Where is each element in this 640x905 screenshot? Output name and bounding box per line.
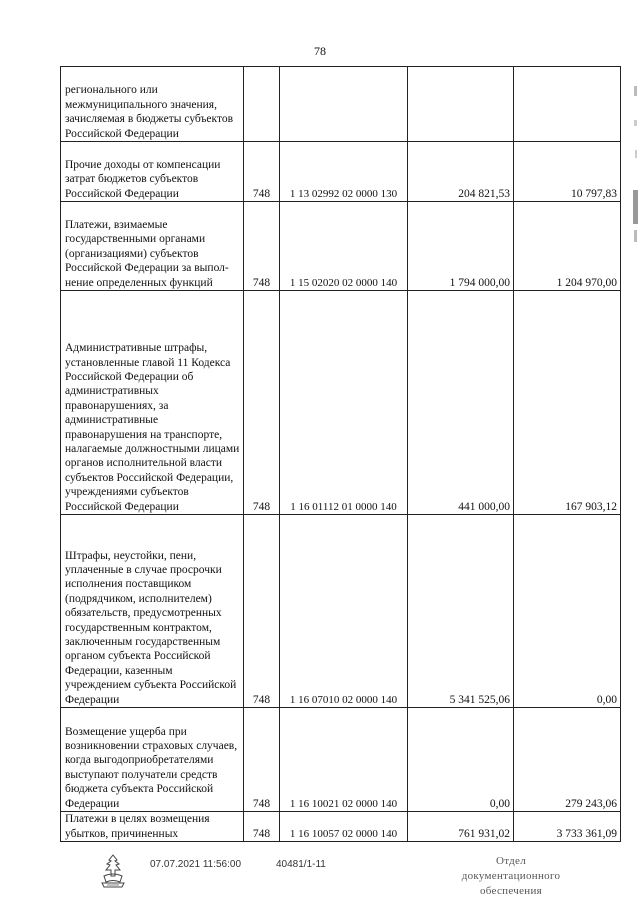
planned-amount-cell: 761 931,02 <box>408 812 514 842</box>
admin-code-cell: 748 <box>244 142 280 202</box>
table-row <box>61 812 621 842</box>
scan-edge-marks <box>630 80 640 280</box>
table-row <box>61 202 621 291</box>
planned-amount-cell: 1 794 000,00 <box>408 202 514 291</box>
registration-number: 40481/1-11 <box>276 859 326 870</box>
revenue-name-cell <box>61 67 244 142</box>
actual-amount-cell: 167 903,12 <box>514 291 621 515</box>
budget-classification-code-cell: 1 15 02020 02 0000 140 <box>280 202 408 291</box>
actual-amount-cell: 0,00 <box>514 515 621 708</box>
revenue-name-cell <box>61 202 244 291</box>
admin-code-cell: 748 <box>244 515 280 708</box>
revenue-name: Штрафы, неустойки, пени, уплаченные в случае просрочки исполнения поставщиком (подрядчиком, исполнителем) обязательств, предусмотренных государственным контрактом, заключенным государственным органом субъекта Российской Федерации, казенным учреждением субъекта Российской Федерации <box>65 549 237 706</box>
table-row <box>61 142 621 202</box>
footer <box>0 852 640 902</box>
budget-classification-code-cell: 1 16 10021 02 0000 140 <box>280 708 408 812</box>
budget-classification-code-cell: 1 16 07010 02 0000 140 <box>280 515 408 708</box>
admin-code-cell: 748 <box>244 291 280 515</box>
department-stamp-line: Отдел документационного <box>461 855 561 882</box>
coat-of-arms-icon <box>98 852 128 890</box>
admin-code-cell <box>244 67 280 142</box>
planned-amount-cell: 441 000,00 <box>408 291 514 515</box>
revenue-table <box>60 66 621 842</box>
actual-amount-cell: 3 733 361,09 <box>514 812 621 842</box>
table-row <box>61 291 621 515</box>
revenue-name-cell <box>61 812 244 842</box>
table-row <box>61 67 621 142</box>
actual-amount-cell <box>514 67 621 142</box>
planned-amount-cell: 0,00 <box>408 708 514 812</box>
planned-amount-cell <box>408 67 514 142</box>
table-row <box>61 708 621 812</box>
revenue-name: Административные штрафы, установленные главой 11 Кодекса Российской Федерации об административных правонарушениях, за административные правонарушения на транспорте, налагаемые должностными лицами органов исполнительной власти субъектов Российской Федерации, учреждениями субъектов Российской Федерации <box>65 342 240 513</box>
admin-code-cell: 748 <box>244 708 280 812</box>
revenue-name-cell <box>61 708 244 812</box>
page-number: 78 <box>314 44 326 58</box>
admin-code-cell: 748 <box>244 812 280 842</box>
revenue-name: Платежи в целях возмещения убытков, причиненных <box>65 813 210 840</box>
actual-amount-cell: 1 204 970,00 <box>514 202 621 291</box>
revenue-name-cell <box>61 515 244 708</box>
revenue-name: регионального или межмуниципального значения, зачисляемая в бюджеты субъектов Российской Федерации <box>65 84 234 140</box>
registration-timestamp: 07.07.2021 11:56:00 <box>150 859 242 870</box>
actual-amount-cell: 10 797,83 <box>514 142 621 202</box>
table-row <box>61 515 621 708</box>
planned-amount-cell: 204 821,53 <box>408 142 514 202</box>
budget-classification-code-cell: 1 16 01112 01 0000 140 <box>280 291 408 515</box>
planned-amount-cell: 5 341 525,06 <box>408 515 514 708</box>
budget-classification-code-cell: 1 13 02992 02 0000 130 <box>280 142 408 202</box>
revenue-name: Платежи, взимаемые государственными органами (организациями) субъектов Российской Федерации за выпол-нение определенных функций <box>65 218 229 289</box>
revenue-name-cell <box>61 142 244 202</box>
budget-classification-code-cell <box>280 67 408 142</box>
actual-amount-cell: 279 243,06 <box>514 708 621 812</box>
revenue-name: Возмещение ущерба при возникновении страховых случаев, когда выгодоприобретателями выступают получатели средств бюджета субъекта Российской Федерации <box>65 725 238 810</box>
revenue-name: Прочие доходы от компенсации затрат бюджетов субъектов Российской Федерации <box>65 158 221 200</box>
department-stamp-line: обеспечения <box>479 885 543 897</box>
admin-code-cell: 748 <box>244 202 280 291</box>
budget-classification-code-cell: 1 16 10057 02 0000 140 <box>280 812 408 842</box>
department-stamp <box>452 854 570 899</box>
revenue-name-cell <box>61 291 244 515</box>
